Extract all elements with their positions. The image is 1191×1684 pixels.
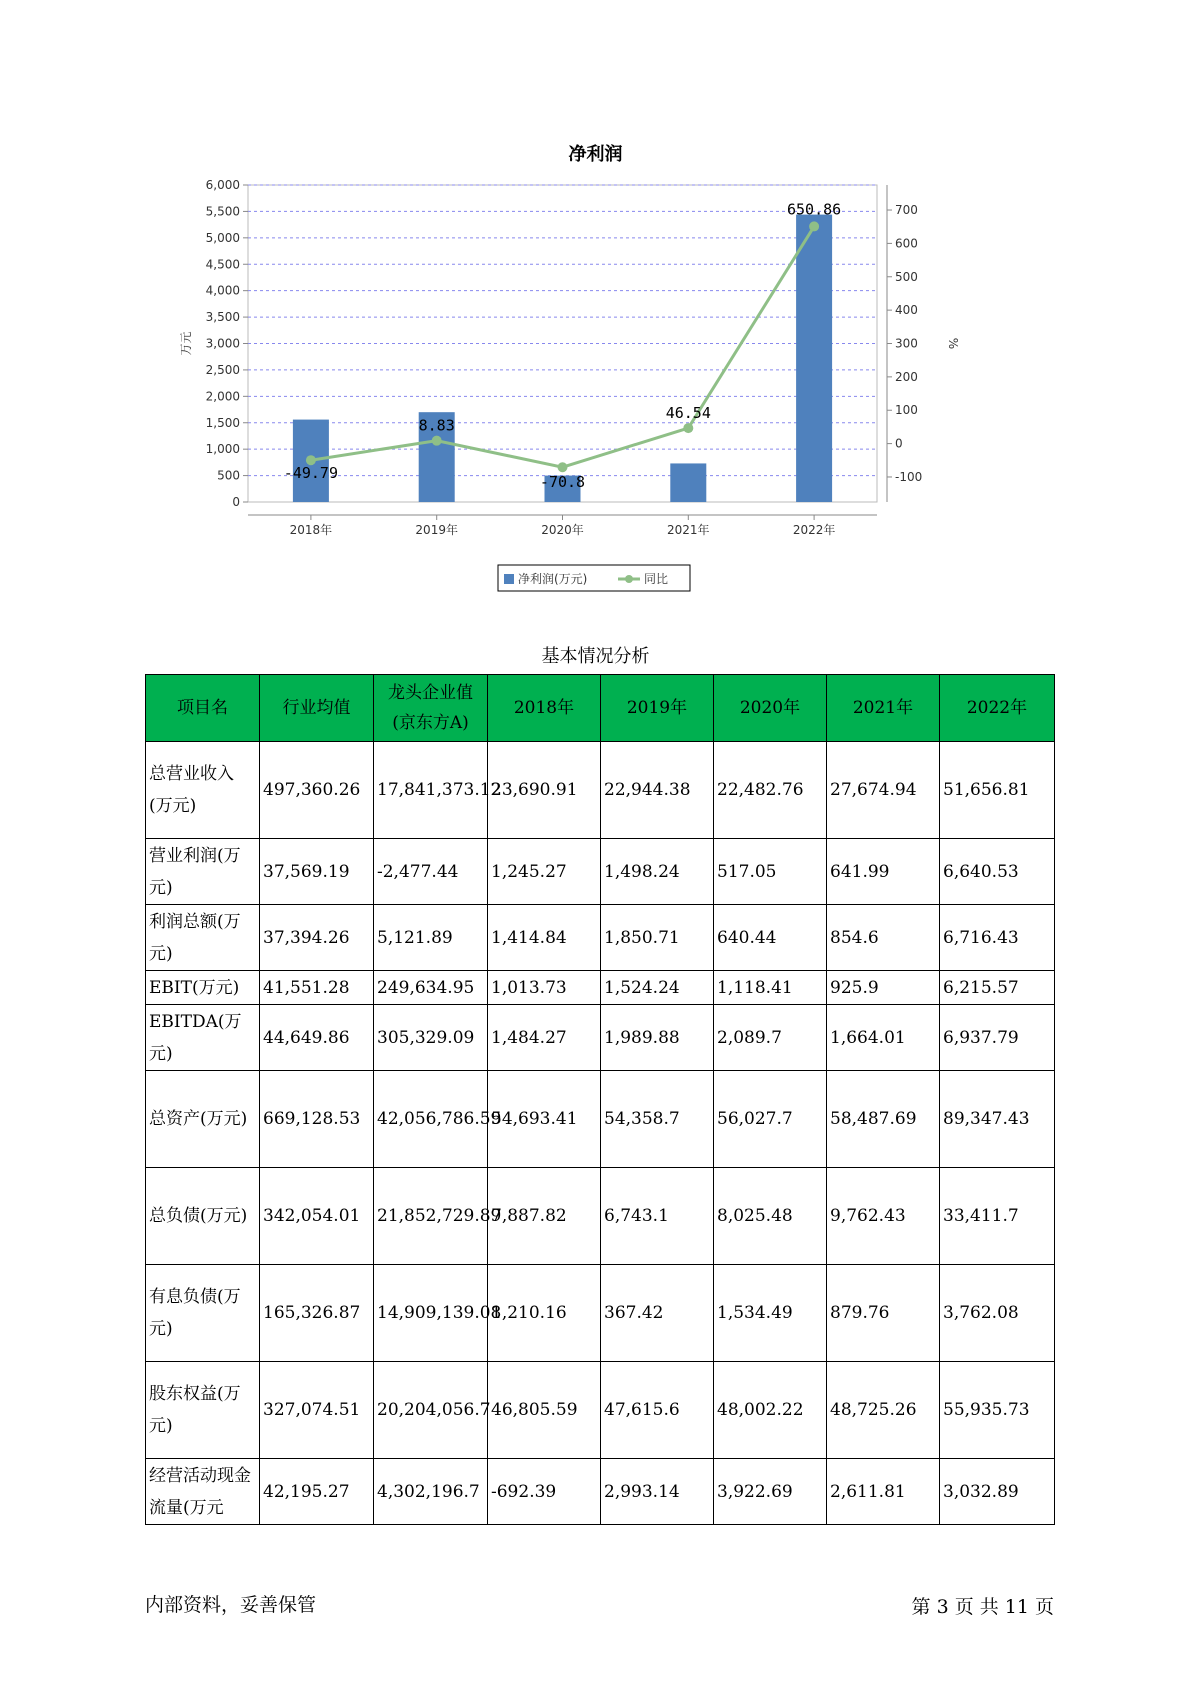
table-row: [146, 905, 1055, 971]
value-cell: 1,414.84: [488, 905, 601, 971]
value-cell: 55,935.73: [940, 1362, 1055, 1459]
value-cell: 22,944.38: [601, 742, 714, 839]
data-label-yoy: 46.54: [665, 404, 711, 423]
right-tick-label: 200: [895, 369, 918, 384]
value-cell: 7,887.82: [488, 1168, 601, 1265]
y-left-axis-label: 万元: [179, 331, 193, 356]
table-row: [146, 1168, 1055, 1265]
left-tick-label: 3,500: [205, 310, 240, 325]
data-label-yoy: -49.79: [283, 464, 338, 483]
value-cell: 249,634.95: [374, 971, 488, 1005]
value-cell: 17,841,373.12: [374, 742, 488, 839]
header-cell: 项目名: [146, 675, 260, 742]
data-label-yoy: 8.83: [418, 416, 455, 435]
value-cell: 3,922.69: [714, 1459, 827, 1525]
header-cell: 龙头企业值(京东方A): [374, 675, 488, 742]
right-tick-label: 300: [895, 336, 918, 351]
header-cell: 2022年: [940, 675, 1055, 742]
analysis-table: [145, 674, 1055, 1525]
legend-label-yoy: 同比: [644, 572, 669, 586]
right-tick-label: 500: [895, 269, 918, 284]
value-cell: 6,743.1: [601, 1168, 714, 1265]
point-yoy-growth: [683, 423, 693, 433]
left-tick-label: 2,000: [205, 389, 240, 404]
value-cell: 1,118.41: [714, 971, 827, 1005]
value-cell: 1,498.24: [601, 839, 714, 905]
legend-marker-yoy: [625, 575, 633, 583]
value-cell: 4,302,196.7: [374, 1459, 488, 1525]
net-profit-chart: [170, 170, 1030, 600]
bar-net-profit: [670, 463, 706, 502]
table-row: [146, 1005, 1055, 1071]
right-tick-label: -100: [895, 469, 923, 484]
value-cell: 6,937.79: [940, 1005, 1055, 1071]
value-cell: 5,121.89: [374, 905, 488, 971]
value-cell: 165,326.87: [260, 1265, 374, 1362]
value-cell: 42,195.27: [260, 1459, 374, 1525]
left-tick-label: 5,000: [205, 230, 240, 245]
value-cell: 1,664.01: [827, 1005, 940, 1071]
right-tick-label: 400: [895, 303, 918, 318]
footer-confidential-note: 内部资料，妥善保管: [145, 1594, 317, 1616]
value-cell: 1,013.73: [488, 971, 601, 1005]
value-cell: 46,805.59: [488, 1362, 601, 1459]
value-cell: 48,725.26: [827, 1362, 940, 1459]
value-cell: 51,656.81: [940, 742, 1055, 839]
value-cell: 14,909,139.08: [374, 1265, 488, 1362]
value-cell: 854.6: [827, 905, 940, 971]
point-yoy-growth: [432, 436, 442, 446]
value-cell: 27,674.94: [827, 742, 940, 839]
point-yoy-growth: [558, 462, 568, 472]
value-cell: 8,025.48: [714, 1168, 827, 1265]
value-cell: 6,716.43: [940, 905, 1055, 971]
value-cell: 327,074.51: [260, 1362, 374, 1459]
value-cell: 497,360.26: [260, 742, 374, 839]
y-right-axis-label: %: [946, 337, 960, 350]
value-cell: 3,762.08: [940, 1265, 1055, 1362]
value-cell: 44,649.86: [260, 1005, 374, 1071]
value-cell: 2,611.81: [827, 1459, 940, 1525]
value-cell: 54,693.41: [488, 1071, 601, 1168]
table-header-row: [146, 675, 1055, 742]
left-tick-label: 2,500: [205, 362, 240, 377]
data-label-yoy: 650.86: [787, 200, 842, 219]
value-cell: 42,056,786.59: [374, 1071, 488, 1168]
value-cell: 3,032.89: [940, 1459, 1055, 1525]
row-label-cell: 营业利润(万元): [146, 839, 260, 905]
value-cell: 89,347.43: [940, 1071, 1055, 1168]
x-tick-label: 2019年: [415, 523, 458, 537]
value-cell: 56,027.7: [714, 1071, 827, 1168]
left-tick-label: 4,000: [205, 283, 240, 298]
value-cell: 41,551.28: [260, 971, 374, 1005]
left-tick-label: 3,000: [205, 336, 240, 351]
value-cell: 6,640.53: [940, 839, 1055, 905]
data-label-yoy: -70.8: [539, 473, 586, 492]
row-label-cell: 总资产(万元): [146, 1071, 260, 1168]
value-cell: 54,358.7: [601, 1071, 714, 1168]
value-cell: 33,411.7: [940, 1168, 1055, 1265]
value-cell: 47,615.6: [601, 1362, 714, 1459]
value-cell: 1,210.16: [488, 1265, 601, 1362]
value-cell: 1,484.27: [488, 1005, 601, 1071]
header-cell: 2018年: [488, 675, 601, 742]
header-cell: 2021年: [827, 675, 940, 742]
value-cell: 6,215.57: [940, 971, 1055, 1005]
left-tick-label: 500: [217, 468, 240, 483]
chart-title: 净利润: [568, 144, 623, 165]
value-cell: 1,524.24: [601, 971, 714, 1005]
right-tick-label: 100: [895, 403, 918, 418]
value-cell: 58,487.69: [827, 1071, 940, 1168]
value-cell: 48,002.22: [714, 1362, 827, 1459]
value-cell: 367.42: [601, 1265, 714, 1362]
value-cell: 1,989.88: [601, 1005, 714, 1071]
header-cell: 2019年: [601, 675, 714, 742]
left-tick-label: 1,500: [205, 415, 240, 430]
left-tick-label: 4,500: [205, 257, 240, 272]
value-cell: 37,569.19: [260, 839, 374, 905]
row-label-cell: 经营活动现金流量(万元: [146, 1459, 260, 1525]
point-yoy-growth: [809, 221, 819, 231]
table-row: [146, 1265, 1055, 1362]
table-row: [146, 971, 1055, 1005]
value-cell: 342,054.01: [260, 1168, 374, 1265]
table-row: [146, 742, 1055, 839]
left-tick-label: 5,500: [205, 204, 240, 219]
table-row: [146, 1071, 1055, 1168]
value-cell: 9,762.43: [827, 1168, 940, 1265]
value-cell: -692.39: [488, 1459, 601, 1525]
value-cell: 669,128.53: [260, 1071, 374, 1168]
footer-page-number: 第 3 页 共 11 页: [911, 1596, 1054, 1618]
x-tick-label: 2022年: [792, 523, 836, 537]
left-tick-label: 1,000: [205, 442, 240, 457]
value-cell: 1,850.71: [601, 905, 714, 971]
left-tick-label: 0: [232, 495, 240, 509]
right-tick-label: 0: [895, 436, 903, 451]
value-cell: 21,852,729.89: [374, 1168, 488, 1265]
header-cell: 行业均值: [260, 675, 374, 742]
value-cell: 305,329.09: [374, 1005, 488, 1071]
value-cell: 1,245.27: [488, 839, 601, 905]
legend-swatch-net-profit: [504, 574, 514, 584]
value-cell: 640.44: [714, 905, 827, 971]
table-row: [146, 1362, 1055, 1459]
value-cell: 20,204,056.7: [374, 1362, 488, 1459]
value-cell: 1,534.49: [714, 1265, 827, 1362]
row-label-cell: 总负债(万元): [146, 1168, 260, 1265]
row-label-cell: 利润总额(万元): [146, 905, 260, 971]
legend-label-net-profit: 净利润(万元): [518, 572, 588, 586]
value-cell: 641.99: [827, 839, 940, 905]
table-caption: 基本情况分析: [541, 646, 650, 667]
row-label-cell: 有息负债(万元): [146, 1265, 260, 1362]
x-tick-label: 2021年: [667, 523, 710, 537]
row-label-cell: 总营业收入(万元): [146, 742, 260, 839]
row-label-cell: 股东权益(万元): [146, 1362, 260, 1459]
value-cell: 517.05: [714, 839, 827, 905]
value-cell: 23,690.91: [488, 742, 601, 839]
value-cell: -2,477.44: [374, 839, 488, 905]
right-tick-label: 700: [895, 203, 918, 218]
left-tick-label: 6,000: [205, 178, 240, 192]
x-tick-label: 2020年: [541, 523, 584, 537]
table-row: [146, 839, 1055, 905]
row-label-cell: EBITDA(万元): [146, 1005, 260, 1071]
value-cell: 2,993.14: [601, 1459, 714, 1525]
value-cell: 879.76: [827, 1265, 940, 1362]
x-tick-label: 2018年: [289, 523, 333, 537]
row-label-cell: EBIT(万元): [146, 971, 260, 1005]
bar-net-profit: [796, 215, 832, 502]
header-cell: 2020年: [714, 675, 827, 742]
right-tick-label: 600: [895, 236, 918, 251]
value-cell: 37,394.26: [260, 905, 374, 971]
value-cell: 22,482.76: [714, 742, 827, 839]
value-cell: 2,089.7: [714, 1005, 827, 1071]
table-row: [146, 1459, 1055, 1525]
value-cell: 925.9: [827, 971, 940, 1005]
